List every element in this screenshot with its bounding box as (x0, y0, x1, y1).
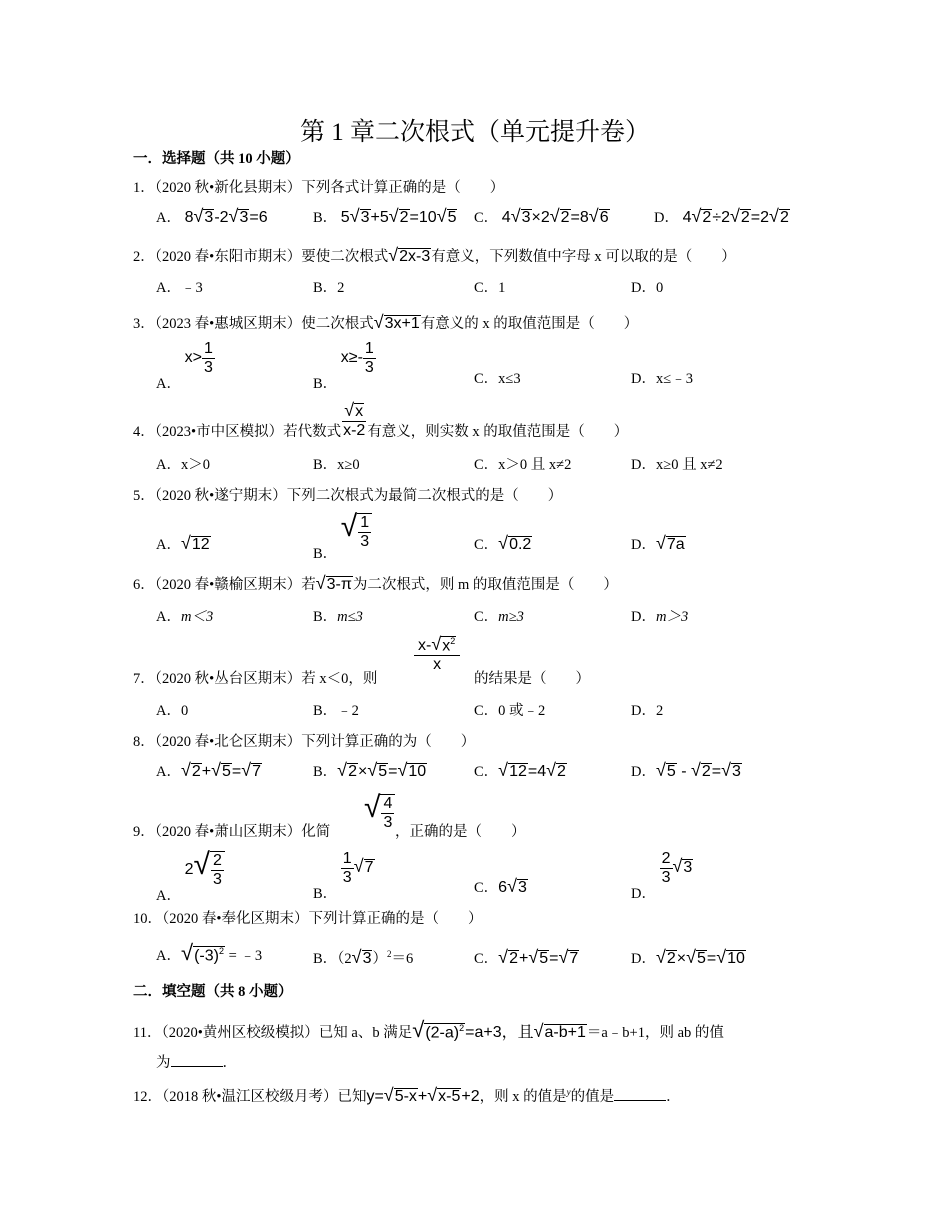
q1-option-b-expr: 5√3+5√2=10√5 (340, 206, 457, 226)
q10-option-d[interactable]: D．√2×√5=√10 (631, 947, 745, 967)
q5-option-d-expr: √7a (655, 533, 685, 553)
question-1-stem: 1．（2020 秋•新化县期末）下列各式计算正确的是（ ） (133, 180, 505, 196)
q3-option-d[interactable]: D．x≤﹣3 (631, 371, 693, 387)
q8-option-c[interactable]: C．√12=4√2 (474, 760, 566, 780)
q2-option-a[interactable]: A．﹣3 (156, 280, 203, 296)
q3-option-c[interactable]: C．x≤3 (474, 371, 521, 387)
q3-option-a[interactable]: A． x> $\frac{1}{3}$ (156, 340, 213, 393)
q1-option-a-expr: 8√3-2√3=6 (184, 206, 268, 226)
q9-option-a-expr: 2√ $\frac{2}{3}$ (185, 861, 225, 878)
q11-answer-blank[interactable] (171, 1054, 223, 1067)
q3-option-a-expr: x> $\frac{1}{3}$ (184, 340, 213, 376)
q1-option-c-expr: 4√3×2√2=8√6 (501, 206, 609, 226)
question-3-stem: 3．（2023 春•惠城区期末）使二次根式√3x+1有意义的 x 的取值范围是（ ） (133, 312, 639, 332)
question-6-stem: 6．（2020 春•赣榆区期末）若√3-π为二次根式，则 m 的取值范围是（ ） (133, 573, 618, 593)
q4-option-a[interactable]: A．x＞0 (156, 457, 210, 473)
q9-option-a[interactable]: A． 2√ $\frac{2}{3}$ (156, 850, 225, 888)
q1-option-d[interactable]: D． 4√2÷2√2=2√2 (654, 206, 789, 226)
question-11-line2: 为 ． (156, 1055, 237, 1071)
q5-option-a[interactable]: A．√12 (156, 533, 210, 553)
q9-option-b[interactable]: B． $\frac{1}{3}$ √7 (313, 850, 374, 903)
q7-fraction: $\frac{x-√x^2}{x}$ (414, 635, 460, 673)
question-12-stem: 12．（2018 秋•温江区校级月考）已知y=√5-x+√x-5+2，则 x 的值是$^y$的值是 ． (133, 1085, 681, 1105)
q3-option-b-expr: x≥- $\frac{1}{3}$ (340, 340, 374, 376)
q7-option-b[interactable]: B．﹣2 (313, 703, 359, 719)
q1-option-c[interactable]: C． 4√3×2√2=8√6 (474, 206, 609, 226)
q2-option-b[interactable]: B．2 (313, 280, 345, 296)
section-heading-fill: 二．填空题（共 8 小题） (133, 984, 293, 1000)
question-7-tail: 的结果是（ ） (474, 671, 590, 687)
q6-option-a[interactable]: A．m＜3 (156, 609, 214, 625)
q7-option-a[interactable]: A．0 (156, 703, 189, 719)
q1-option-a[interactable]: A． 8√3-2√3=6 (156, 206, 268, 226)
q10-option-a-expr: $√(-3)^2$ (180, 940, 224, 965)
q9-option-b-expr: $\frac{1}{3}$ √7 (342, 850, 374, 886)
question-7-stem: 7．（2020 秋•丛台区期末）若 x＜0，则 (133, 671, 378, 687)
q3-option-b[interactable]: B． x≥- $\frac{1}{3}$ (313, 340, 374, 393)
q5-option-c-expr: √0.2 (498, 533, 532, 553)
q10-option-b[interactable]: B．$(2√3)^2=6$ (313, 947, 414, 967)
q10-option-d-expr: √2×√5=√10 (655, 947, 745, 967)
q5-option-a-expr: √12 (180, 533, 210, 553)
q8-option-b-expr: √2×√5=√10 (337, 760, 427, 780)
q5-option-d[interactable]: D．√7a (631, 533, 685, 553)
q9-option-d-expr: $\frac{2}{3}$ √3 (661, 850, 693, 886)
question-11-stem: 11．（2020•黄州区校级模拟）已知 a、b 满足$√(2-a)^2=a+3$，且√a-b+1＝a﹣b+1，则 ab 的值 (133, 1017, 724, 1042)
q2-option-d[interactable]: D．0 (631, 280, 664, 296)
question-8-stem: 8．（2020 春•北仑区期末）下列计算正确的为（ ） (133, 734, 476, 750)
q10-option-c[interactable]: C．√2+√5=√7 (474, 947, 579, 967)
q5-option-b[interactable]: B． √ $\frac{1}{3}$ (313, 512, 372, 550)
q9-option-c-expr: 6√3 (498, 876, 527, 896)
q12-answer-blank[interactable] (614, 1088, 666, 1101)
page-title: 第 1 章二次根式（单元提升卷） (299, 119, 650, 146)
q8-option-c-expr: √12=4√2 (498, 760, 566, 780)
q1-option-b[interactable]: B． 5√3+5√2=10√5 (313, 206, 457, 226)
question-10-stem: 10．（2020 春•奉化区期末）下列计算正确的是（ ） (133, 911, 483, 927)
q10-option-a[interactable]: A．$√(-3)^2$ = ﹣3 (156, 940, 263, 965)
question-4-stem: 4．（2023•市中区模拟）若代数式 $\frac{√x}{x-2}$ 有意义，则实数 x 的取值范围是（ ） (133, 400, 629, 440)
q6-option-b[interactable]: B．m≤3 (313, 609, 363, 625)
q8-option-a[interactable]: A．√2+√5=√7 (156, 760, 262, 780)
q7-option-c[interactable]: C．0 或﹣2 (474, 703, 546, 719)
q4-option-d[interactable]: D．x≥0 且 x≠2 (631, 457, 723, 473)
q8-option-d[interactable]: D．√5 - √2=√3 (631, 760, 741, 780)
q4-option-b[interactable]: B．x≥0 (313, 457, 360, 473)
q8-option-b[interactable]: B．√2×√5=√10 (313, 760, 427, 780)
q6-option-d[interactable]: D．m＞3 (631, 609, 689, 625)
q2-option-c[interactable]: C．1 (474, 280, 506, 296)
question-5-stem: 5．（2020 秋•遂宁期末）下列二次根式为最简二次根式的是（ ） (133, 488, 563, 504)
q7-option-d[interactable]: D．2 (631, 703, 664, 719)
q8-option-a-expr: √2+√5=√7 (180, 760, 262, 780)
question-9-tail: ，正确的是（ ） (395, 824, 526, 840)
section-heading-choice: 一．选择题（共 10 小题） (133, 151, 300, 167)
q1-option-d-expr: 4√2÷2√2=2√2 (682, 206, 789, 226)
q9-radical: √ $\frac{4}{3}$ (364, 793, 395, 831)
q5-option-c[interactable]: C．√0.2 (474, 533, 532, 553)
question-9-stem: 9．（2020 春•萧山区期末）化简 (133, 824, 331, 840)
q5-option-b-expr: √ $\frac{1}{3}$ (341, 523, 372, 540)
q10-option-c-expr: √2+√5=√7 (498, 947, 579, 967)
q8-option-d-expr: √5 - √2=√3 (655, 760, 741, 780)
q6-option-c[interactable]: C．m≥3 (474, 609, 524, 625)
q9-option-d[interactable]: D． $\frac{2}{3}$ √3 (631, 850, 693, 903)
q9-option-c[interactable]: C．6√3 (474, 876, 527, 896)
q4-option-c[interactable]: C．x＞0 且 x≠2 (474, 457, 572, 473)
question-2-stem: 2．（2020 春•东阳市期末）要使二次根式√2x-3有意义，下列数值中字母 x 可以取的是（ ） (133, 245, 736, 265)
